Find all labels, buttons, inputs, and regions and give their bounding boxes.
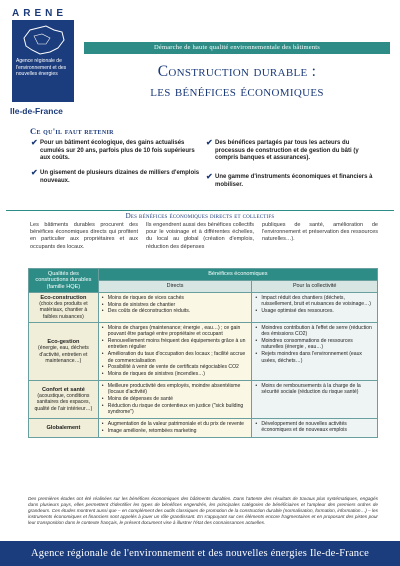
key-point: ✔ Un gisement de plusieurs dizaines de milliers d'emplois nouveaux. bbox=[31, 168, 200, 184]
key-point: ✔ Pour un bâtiment écologique, des gains actualisés cumulés sur 20 ans, parfois plus de 10 fois supérieurs aux coûts. bbox=[31, 138, 195, 161]
table-row bbox=[29, 292, 378, 322]
direct-benefits-cell bbox=[98, 418, 252, 437]
title-line-1: Construction durable : bbox=[157, 63, 317, 80]
list-item: • Moins de sinistres de chantier bbox=[102, 302, 249, 308]
list-item: • Moins de dépenses de santé bbox=[102, 396, 249, 402]
logo-region: Ile-de-France bbox=[10, 106, 63, 116]
list-item: • Moins de charges (maintenance; énergie , eau…) ; ce gain pouvant être partagé entre propriétaire et occupant bbox=[102, 325, 249, 338]
ile-de-france-map-icon bbox=[20, 24, 66, 56]
list-item: • Augmentation de la valeur patrimoniale et du prix de revente bbox=[102, 421, 249, 427]
list-item: • Usage optimisé des ressources. bbox=[255, 308, 374, 314]
row-label: Globalement bbox=[29, 418, 99, 437]
list-item: • Moins de risques de vices cachés bbox=[102, 295, 249, 301]
intro-column-1: Les bâtiments durables procurent des bénéfices économiques directs qui profitent en particulier aux propriétaires et aux occupants des locaux. bbox=[30, 222, 138, 250]
column-header-quality: Qualités des constructions durables (famille HQE) bbox=[29, 269, 99, 293]
key-point: ✔ Une gamme d'instruments économiques et financiers à mobiliser. bbox=[206, 172, 373, 188]
direct-benefits-cell bbox=[98, 380, 252, 418]
list-item: • Meilleure productivité des employés, moindre absentéisme (locaux d'activité) bbox=[102, 383, 249, 396]
collective-benefits-cell bbox=[252, 323, 378, 381]
direct-benefits-cell bbox=[98, 292, 252, 322]
benefits-table bbox=[28, 268, 378, 438]
collective-benefits-cell bbox=[252, 418, 378, 437]
table-row bbox=[29, 380, 378, 418]
title-line-2: les bénéfices économiques bbox=[150, 83, 324, 100]
table-row bbox=[29, 323, 378, 381]
footnote: Des premières études ont été réalisées sur les bénéfices économiques des bâtiments durables. Dans l'attente des résultats de travaux plus systématiques, engagés dans plusieurs pays, elles permettent d'identifier les types de bénéfices engendrés, les principales catégories de bénéficiaires et l'ampleur des premiers ordres de grandeurs. Ces études montrent aussi que – en complément des outils classiques de promotion de la construction durable (normalisation, formation, information…) – les instruments économiques et financiers sont appelés à jouer un rôle grandissant. En s'appuyant sur ces éléments encore fragmentaires et en proposant des pistes pour leur transposition dans le contexte français, le présent document vise à illustrer l'état des connaissances actuelles. bbox=[28, 496, 378, 525]
column-header-benefits: Bénéfices économiques bbox=[98, 269, 377, 281]
list-item: • Renouvellement moins fréquent des équipements grâce à un entretien régulier bbox=[102, 338, 249, 351]
list-item: • Des coûts de déconstruction réduits. bbox=[102, 308, 249, 314]
row-label: Eco-construction (choix des produits et matériaux, chantier à faibles nuisances) bbox=[29, 292, 99, 322]
list-item: • Impact réduit des chantiers (déchets, ruissellement, bruit et nuisances de voisinage…) bbox=[255, 295, 374, 308]
logo-word: ARENE bbox=[12, 8, 68, 19]
list-item: • Réduction du risque de contentieux en justice ("sick building syndrome") bbox=[102, 403, 249, 416]
column-header-direct: Directs bbox=[98, 280, 252, 292]
checkmark-icon: ✔ bbox=[31, 168, 38, 177]
checkmark-icon: ✔ bbox=[31, 138, 38, 147]
list-item: • Moindres contribution à l'effet de serre (réduction des émissions CO2) bbox=[255, 325, 374, 338]
key-point: ✔ Des bénéfices partagés par tous les acteurs du processus de construction et de gestion du bâti (y compris banques et assurances). bbox=[206, 138, 359, 161]
logo-box bbox=[12, 20, 74, 102]
column-header-collective: Pour la collectivité bbox=[252, 280, 378, 292]
list-item: • Amélioration du taux d'occupation des locaux ; facilité accrue de commercialisation bbox=[102, 351, 249, 364]
footer-banner: Agence régionale de l'environnement et des nouvelles énergies Ile-de-France bbox=[0, 541, 400, 566]
collective-benefits-cell bbox=[252, 380, 378, 418]
row-label: Eco-gestion (énergie, eau, déchets d'activité, entretien et maintenance…) bbox=[29, 323, 99, 381]
list-item: • Possibilité à venir de vente de certificats négociables CO2 bbox=[102, 364, 249, 370]
list-item: • Rejets moindres dans l'environnement (eaux usées, déchets…) bbox=[255, 351, 374, 364]
list-item: • Image améliorée, retombées marketing bbox=[102, 428, 249, 434]
section-title: Des bénéfices économiques directs et collectifs bbox=[6, 205, 394, 223]
intro-column-3: publiques de santé, amélioration de l'environnement et préservation des ressources naturelles…). bbox=[262, 222, 378, 243]
page-title bbox=[84, 62, 390, 102]
direct-benefits-cell bbox=[98, 323, 252, 381]
key-points-heading: Ce qu'il faut retenir bbox=[30, 126, 114, 136]
logo-tagline: Agence régionale de l'environnement et des nouvelles énergies bbox=[16, 58, 67, 77]
checkmark-icon: ✔ bbox=[206, 172, 213, 181]
collective-benefits-cell bbox=[252, 292, 378, 322]
intro-column-2: Ils engendrent aussi des bénéfices collectifs pour le voisinage et à différentes échelles, du local au global (création d'emplois, réduction des dépenses bbox=[146, 222, 254, 250]
checkmark-icon: ✔ bbox=[206, 138, 213, 147]
list-item: • Développement de nouvelles activités économiques et de nouveaux emplois bbox=[255, 421, 374, 434]
arene-logo bbox=[8, 6, 78, 132]
list-item: • Moindres consommations de ressources naturelles (énergie , eau…) bbox=[255, 338, 374, 351]
top-banner: Démarche de haute qualité environnementale des bâtiments bbox=[84, 42, 390, 54]
table-row bbox=[29, 418, 378, 437]
list-item: • Moins de risques de sinistres (incendies…) bbox=[102, 371, 249, 377]
row-label: Confort et santé (acoustique, conditions sanitaires des espaces, qualité de l'air intérieur…) bbox=[29, 380, 99, 418]
list-item: • Moins de remboursements à la charge de la sécurité sociale (réduction du risque santé) bbox=[255, 383, 374, 396]
